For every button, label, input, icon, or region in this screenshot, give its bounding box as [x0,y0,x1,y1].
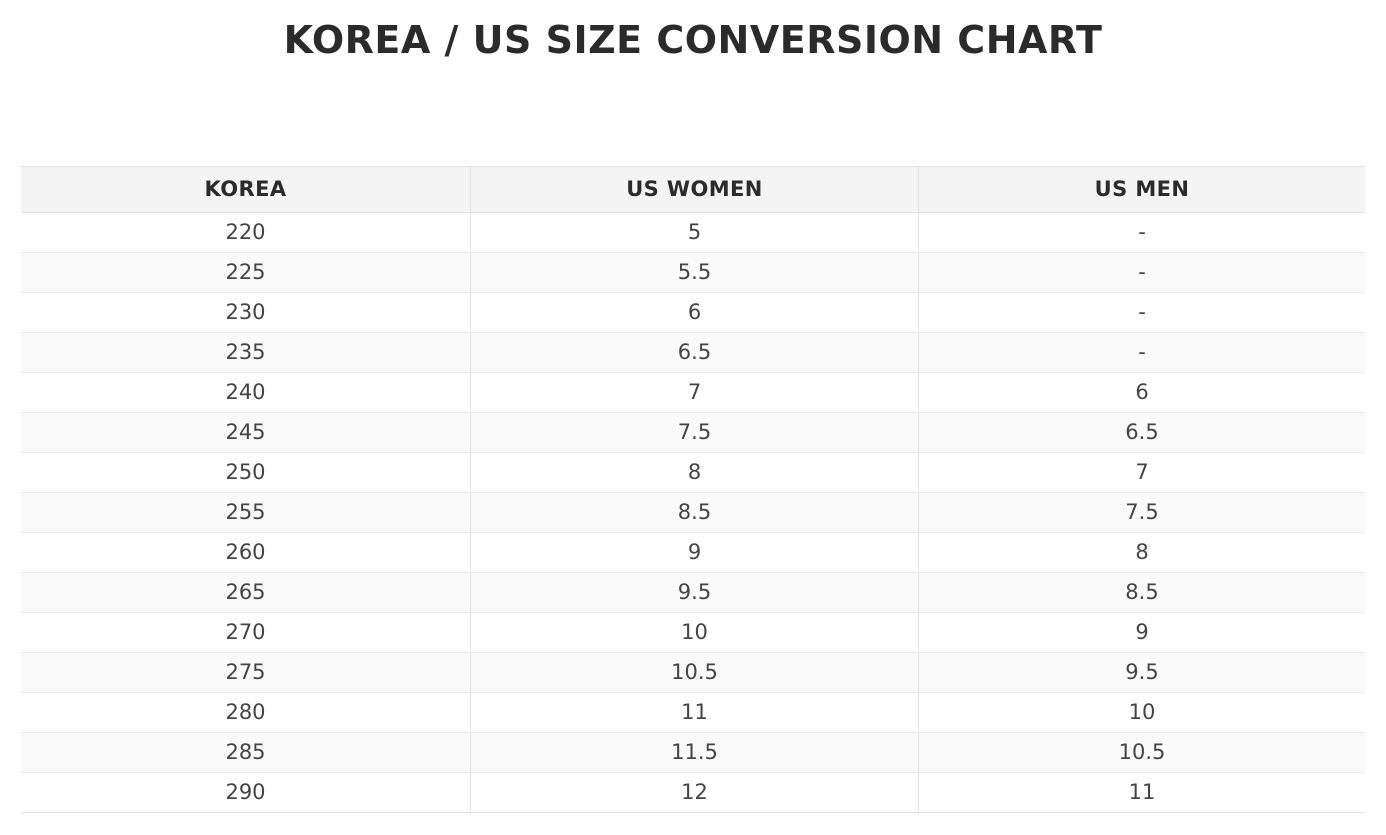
cell-us-women: 12 [471,773,919,813]
cell-us-women: 5.5 [471,253,919,293]
cell-korea: 280 [21,693,471,733]
cell-us-women: 5 [471,213,919,253]
cell-us-men: - [919,253,1366,293]
cell-us-men: - [919,333,1366,373]
cell-us-men: 9 [919,613,1366,653]
cell-korea: 290 [21,773,471,813]
page-title: KOREA / US SIZE CONVERSION CHART [283,18,1103,62]
size-conversion-table [21,166,1365,813]
cell-us-men: 6.5 [919,413,1366,453]
table-row [21,613,1365,653]
table-row [21,253,1365,293]
cell-korea: 260 [21,533,471,573]
table-row [21,333,1365,373]
cell-us-men: 8.5 [919,573,1366,613]
cell-korea: 245 [21,413,471,453]
cell-us-men: 9.5 [919,653,1366,693]
cell-us-men: 6 [919,373,1366,413]
cell-us-men: 11 [919,773,1366,813]
table-row [21,573,1365,613]
cell-us-men: 7.5 [919,493,1366,533]
cell-us-men: 8 [919,533,1366,573]
cell-us-women: 11.5 [471,733,919,773]
cell-us-women: 7 [471,373,919,413]
table-row [21,733,1365,773]
cell-korea: 230 [21,293,471,333]
table-body [21,213,1365,813]
cell-us-women: 11 [471,693,919,733]
table-row [21,453,1365,493]
column-header-us-women: US WOMEN [471,167,919,213]
cell-us-men: - [919,293,1366,333]
cell-korea: 285 [21,733,471,773]
size-conversion-table-container [21,166,1365,813]
table-row [21,693,1365,733]
cell-us-men: - [919,213,1366,253]
cell-korea: 265 [21,573,471,613]
table-header [21,167,1365,213]
cell-korea: 270 [21,613,471,653]
table-row [21,293,1365,333]
table-row [21,213,1365,253]
table-header-row [21,167,1365,213]
table-row [21,493,1365,533]
cell-korea: 240 [21,373,471,413]
cell-us-women: 9.5 [471,573,919,613]
table-row [21,653,1365,693]
cell-korea: 250 [21,453,471,493]
cell-korea: 235 [21,333,471,373]
cell-us-women: 8 [471,453,919,493]
cell-us-women: 10 [471,613,919,653]
cell-us-men: 10.5 [919,733,1366,773]
cell-us-men: 10 [919,693,1366,733]
cell-korea: 225 [21,253,471,293]
cell-us-women: 10.5 [471,653,919,693]
cell-us-women: 6 [471,293,919,333]
table-row [21,373,1365,413]
cell-korea: 275 [21,653,471,693]
cell-us-women: 6.5 [471,333,919,373]
cell-korea: 220 [21,213,471,253]
cell-us-women: 7.5 [471,413,919,453]
cell-korea: 255 [21,493,471,533]
table-row [21,413,1365,453]
cell-us-women: 8.5 [471,493,919,533]
column-header-korea: KOREA [21,167,471,213]
cell-us-women: 9 [471,533,919,573]
table-row [21,773,1365,813]
cell-us-men: 7 [919,453,1366,493]
table-row [21,533,1365,573]
column-header-us-men: US MEN [919,167,1366,213]
